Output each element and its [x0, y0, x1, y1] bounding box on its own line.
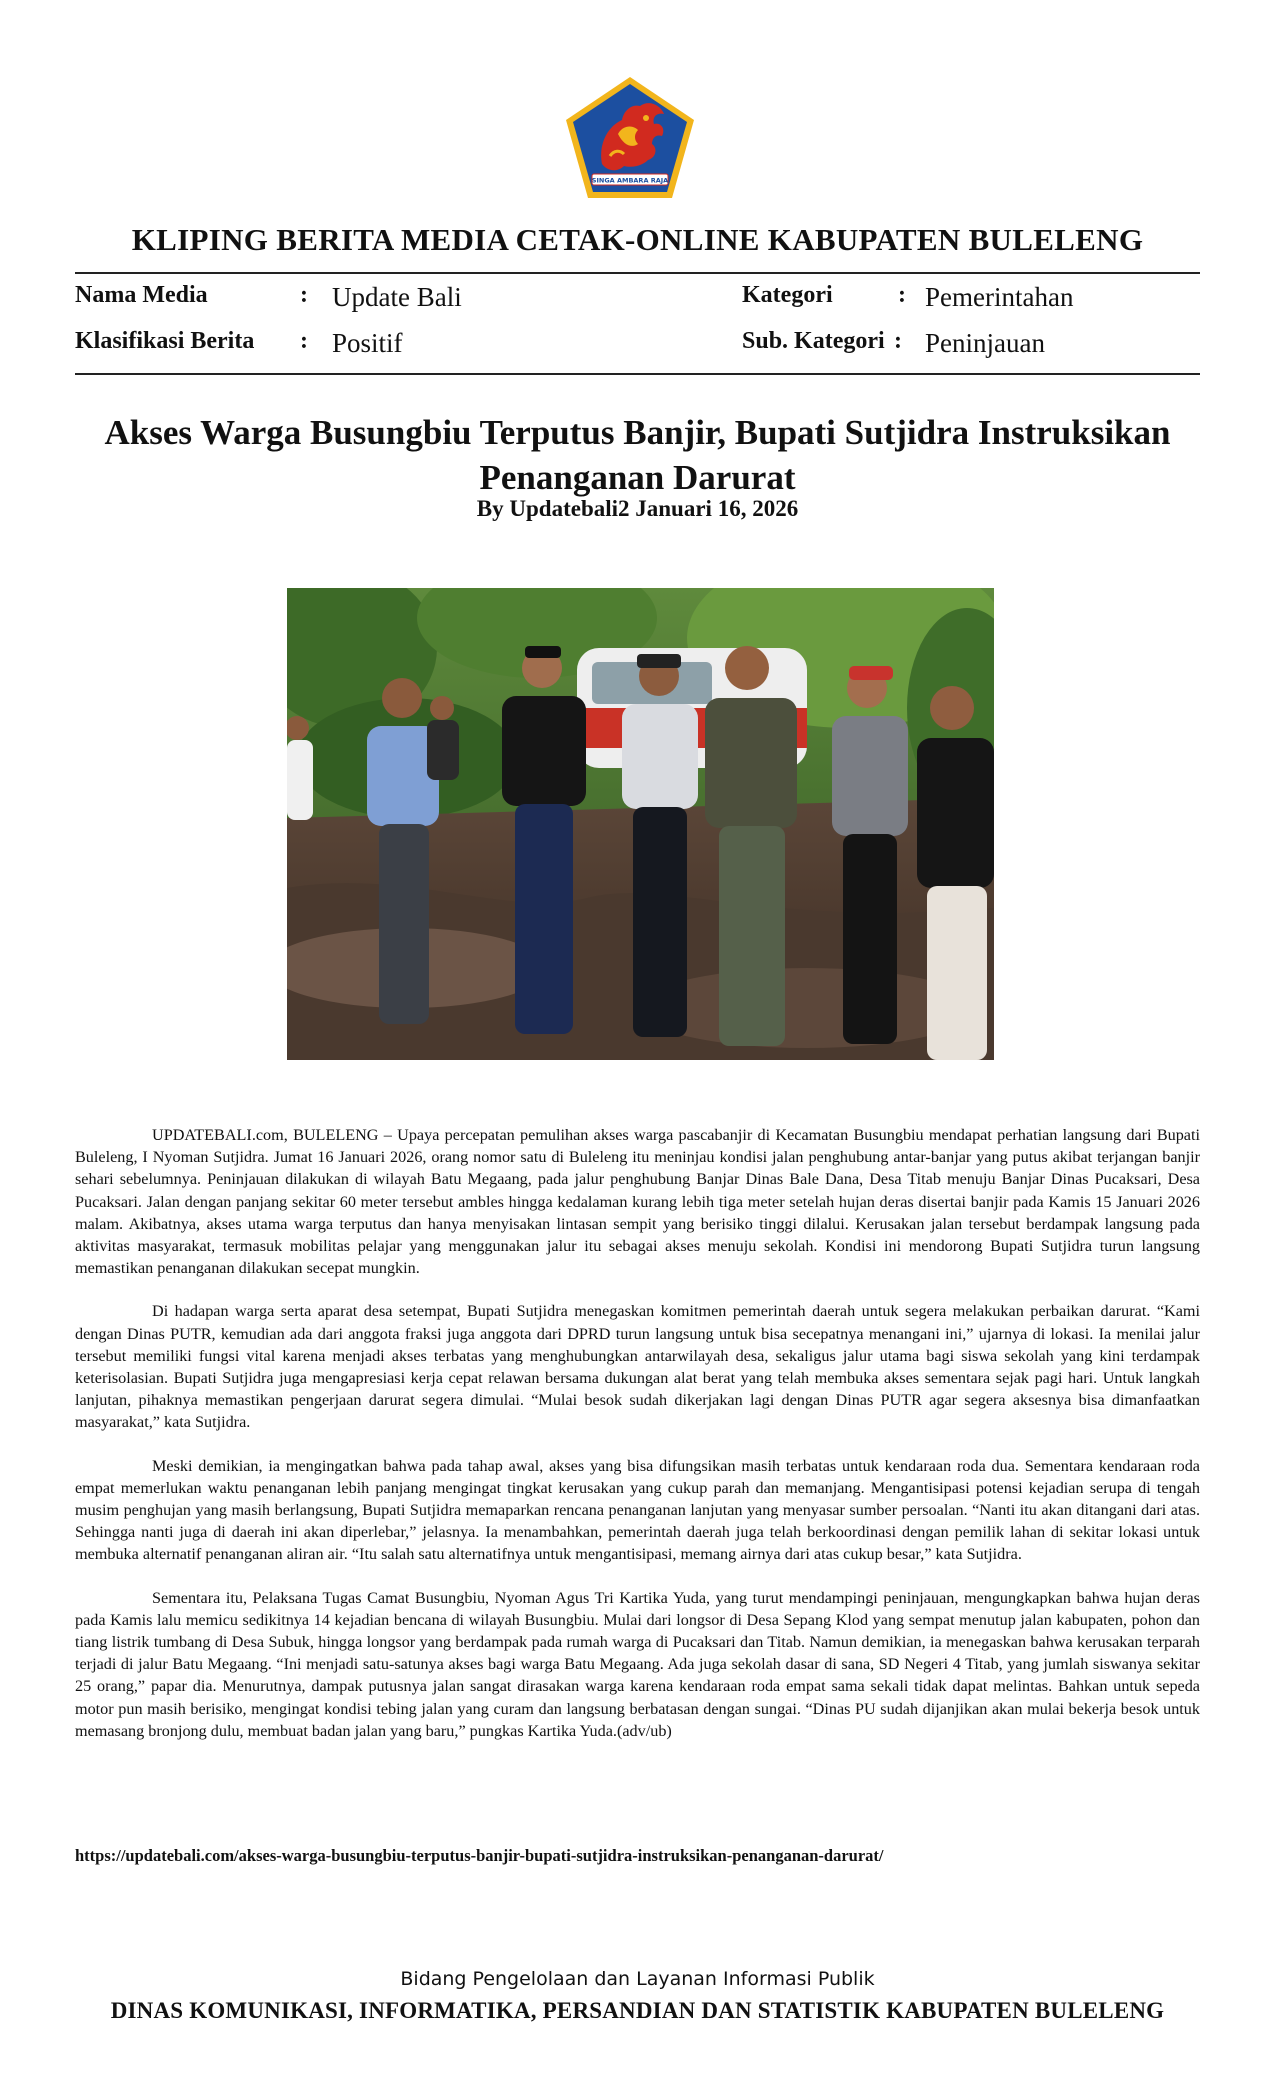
header-divider-top: [75, 272, 1200, 274]
subcategory-label: Sub. Kategori: [742, 328, 885, 354]
news-photo: [287, 588, 994, 1060]
meta-colon: :: [898, 282, 906, 308]
article-paragraph: UPDATEBALI.com, BULELENG – Upaya percepatan pemulihan akses warga pascabanjir di Kecamatan Busungbiu mendapat perhatian langsung dari Bupati Buleleng, I Nyoman Sutjidra. Jumat 16 Januari 2026, orang nomor satu di Buleleng itu meninjau kondisi jalan penghubung antar-banjar yang putus akibat terjangan banjir sehari sebelumnya. Peninjauan dilakukan di wilayah Batu Megaang, pada jalur penghubung Banjar Dinas Bale Dana, Desa Titab menuju Banjar Dinas Pucaksari, Desa Pucaksari. Jalan dengan panjang sekitar 60 meter tersebut ambles hingga kedalaman kurang lebih tiga meter setelah hujan deras disertai banjir pada Kamis 15 Januari 2026 malam. Akibatnya, akses utama warga terputus dan hanya menyisakan lintasan sempit yang berisiko tinggi dilalui. Kerusakan jalan tersebut berdampak langsung pada aktivitas masyarakat, termasuk mobilitas pelajar yang menggunakan jalur itu sebagai akses menuju sekolah. Kondisi ini mendorong Bupati Sutjidra turun langsung memastikan penanganan dilakukan secepat mungkin.: [75, 1126, 1200, 1278]
meta-colon: :: [894, 328, 902, 354]
footer-agency: DINAS KOMUNIKASI, INFORMATIKA, PERSANDIAN DAN STATISTIK KABUPATEN BULELENG: [110, 1998, 1165, 2023]
article-paragraph: Meski demikian, ia mengingatkan bahwa pada tahap awal, akses yang bisa difungsikan masih terbatas untuk kendaraan roda dua. Sementara kendaraan roda empat memerlukan waktu penanganan lebih panjang mengingat tingkat kerusakan yang cukup parah dan memanjang. Mengantisipasi potensi kejadian serupa di tengah musim penghujan yang masih berlangsung, Bupati Sutjidra memaparkan rencana penanganan lanjutan yang menyasar sumber persoalan. “Nanti itu akan ditangani dari atas. Sehingga nanti juga di daerah ini akan diperlebar,” jelasnya. Ia menambahkan, pemerintah daerah juga telah berkoordinasi dengan pemilik lahan di sekitar lokasi untuk membuka alternatif penanganan aliran air. “Itu salah satu alternatifnya untuk mengantisipasi, memang airnya dari atas cukup besar,” kata Sutjidra.: [75, 1456, 1200, 1564]
meta-colon: :: [300, 328, 308, 354]
media-name-label: Nama Media: [75, 282, 208, 308]
classification-value: Positif: [332, 328, 403, 358]
document-title: KLIPING BERITA MEDIA CETAK-ONLINE KABUPATEN BULELENG: [131, 222, 1144, 257]
buleleng-regency-logo: [562, 74, 698, 202]
header-divider-bottom: [75, 373, 1200, 375]
article-paragraph: Sementara itu, Pelaksana Tugas Camat Busungbiu, Nyoman Agus Tri Kartika Yuda, yang turut mendampingi peninjauan, mengungkapkan bahwa hujan deras pada Kamis lalu memicu sedikitnya 14 kejadian bencana di wilayah Busungbiu. Mulai dari longsor di Desa Sepang Klod yang sempat menutup jalan kabupaten, pohon dan tiang listrik tumbang di Desa Subuk, hingga longsor yang berdampak pada rumah warga di Pucaksari dan Titab. Namun demikian, ia menegaskan bahwa kerusakan terparah terjadi di jalur Batu Megaang. “Ini menjadi satu-satunya akses bagi warga Batu Megaang. Ada juga sekolah dasar di sana, SD Negeri 4 Titab, yang jumlah siswanya sekitar 25 orang,” papar dia. Menurutnya, dampak putusnya jalan sangat dirasakan warga karena kendaraan roda empat sama sekali tidak dapat melintas. Bahkan untuk sepeda motor pun masih berisiko, mengingat kondisi tebing jalan yang curam dan langsung berbatasan dengan sungai. “Dinas PU sudah dijanjikan akan mulai bekerja besok untuk memasang bronjong dulu, membuat badan jalan yang baru,” pungkas Kartika Yuda.(adv/ub): [75, 1588, 1200, 1740]
article-body: [75, 1124, 1200, 1763]
meta-colon: :: [300, 282, 308, 308]
media-name-value: Update Bali: [332, 282, 462, 312]
subcategory-value: Peninjauan: [925, 328, 1045, 358]
article-headline: Akses Warga Busungbiu Terputus Banjir, Bupati Sutjidra Instruksikan Penanganan Darurat: [104, 413, 1171, 497]
category-label: Kategori: [742, 282, 833, 308]
category-value: Pemerintahan: [925, 282, 1074, 312]
article-paragraph: Di hadapan warga serta aparat desa setempat, Bupati Sutjidra menegaskan komitmen pemerintah daerah untuk segera melakukan perbaikan darurat. “Kami dengan Dinas PUTR, kemudian ada dari anggota fraksi juga anggota dari DPRD turun langsung untuk bisa secepatnya menangani ini,” ujarnya di lokasi. Ia menilai jalur tersebut memiliki fungsi vital karena menjadi akses terbatas yang menghubungkan antarwilayah desa, sekaligus jalur utama bagi siswa sekolah yang kini terdampak keterisolasian. Bupati Sutjidra juga mengapresiasi kerja cepat relawan bersama dukungan alat berat yang telah membuka akses sementara sejak pagi hari. Untuk langkah lanjutan, pihaknya memastikan pengerjaan darurat segera dimulai. “Mulai besok sudah dikerjakan lagi dengan Dinas PUTR agar segera aksesnya bisa dimanfaatkan masyarakat,” kata Sutjidra.: [75, 1302, 1200, 1432]
svg-text:SINGA AMBARA RAJA: SINGA AMBARA RAJA: [591, 176, 669, 185]
footer-department: Bidang Pengelolaan dan Layanan Informasi Publik: [400, 1968, 875, 1990]
article-byline: By Updatebali2 Januari 16, 2026: [476, 496, 799, 521]
source-url[interactable]: https://updatebali.com/akses-warga-busungbiu-terputus-banjir-bupati-sutjidra-instruksikan-penanganan-darurat/: [75, 1846, 884, 1865]
classification-label: Klasifikasi Berita: [75, 328, 255, 354]
